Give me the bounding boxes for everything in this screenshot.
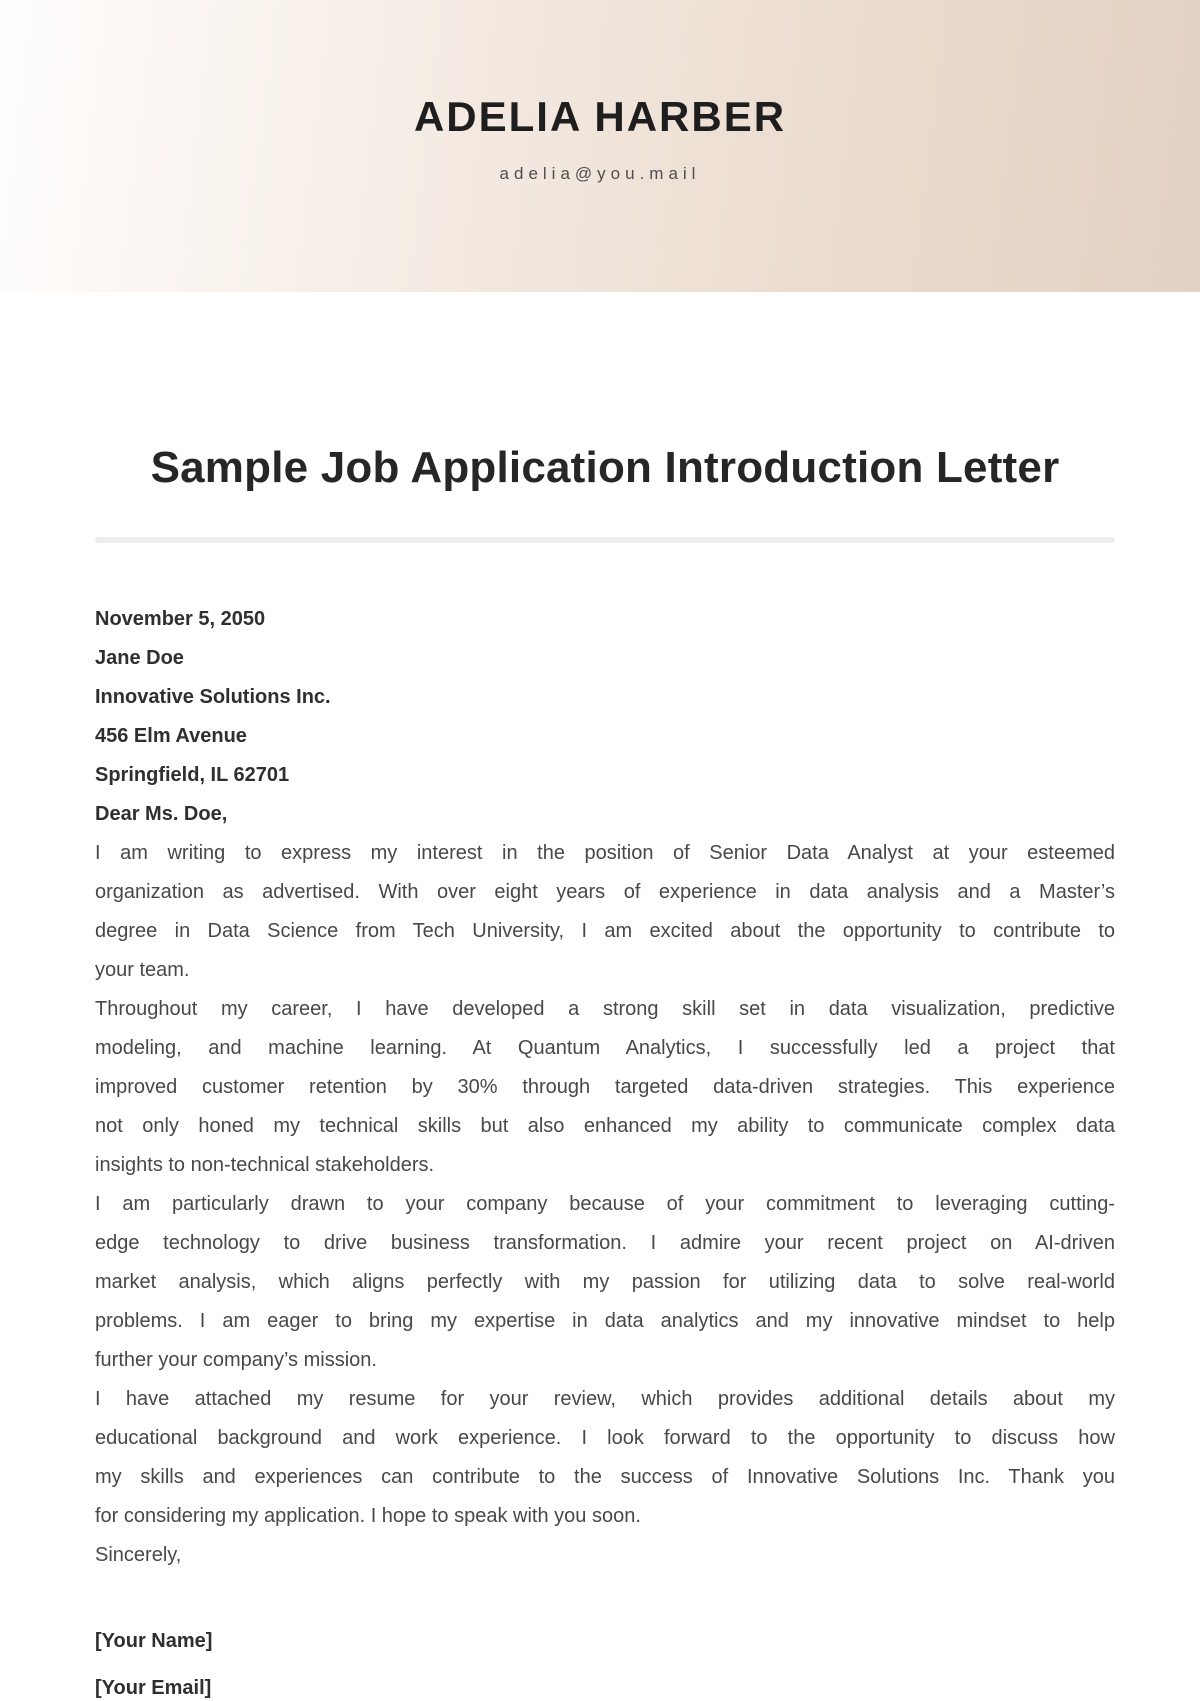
signature-block [95,1622,1115,1701]
letter-body [95,600,1115,1701]
address-line: 456 Elm Avenue [95,725,247,747]
letter-content [0,442,1200,1701]
paragraph-line: I am writing to express my interest in the position of Senior Data Analyst at your esteemed [95,842,1115,864]
address-line: Jane Doe [95,647,184,669]
letterhead [0,0,1200,292]
paragraph-line: improved customer retention by 30% through targeted data-driven strategies. This experience [95,1076,1115,1098]
title-divider [95,537,1115,543]
paragraph-line: modeling, and machine learning. At Quantum Analytics, I successfully led a project that [95,1037,1115,1059]
paragraph-line: my skills and experiences can contribute to the success of Innovative Solutions Inc. Thank you [95,1466,1115,1488]
paragraph-line: market analysis, which aligns perfectly with my passion for utilizing data to solve real-world [95,1271,1115,1293]
address-line: Dear Ms. Doe, [95,803,228,825]
letterhead-email: adelia@you.mail [499,164,701,183]
signature-email-line: [Your Email] [95,1677,212,1699]
letter-paragraphs [95,834,1115,1536]
paragraph-line: insights to non-technical stakeholders. [95,1154,435,1176]
paragraph-line: I am particularly drawn to your company because of your commitment to leveraging cutting- [95,1193,1115,1215]
paragraph-line: further your company’s mission. [95,1349,377,1371]
paragraph-line: Throughout my career, I have developed a strong skill set in data visualization, predictive [95,998,1115,1020]
signature-name-line: [Your Name] [95,1630,213,1652]
document-title: Sample Job Application Introduction Letter [150,443,1060,492]
paragraph-line: organization as advertised. With over eight years of experience in data analysis and a Master’s [95,881,1115,903]
paragraph-line: not only honed my technical skills but also enhanced my ability to communicate complex data [95,1115,1115,1137]
paragraph-line: edge technology to drive business transformation. I admire your recent project on AI-driven [95,1232,1115,1254]
address-line: November 5, 2050 [95,608,266,630]
closing-line: Sincerely, [95,1544,182,1566]
paragraph-line: for considering my application. I hope to speak with you soon. [95,1505,641,1527]
address-line: Springfield, IL 62701 [95,764,290,786]
address-line: Innovative Solutions Inc. [95,686,331,708]
paragraph-line: educational background and work experience. I look forward to the opportunity to discuss how [95,1427,1115,1449]
address-block [95,600,1115,834]
letterhead-name: ADELIA HARBER [413,93,787,140]
paragraph-line: degree in Data Science from Tech University, I am excited about the opportunity to contribute to [95,920,1115,942]
paragraph-line: your team. [95,959,190,981]
paragraph-line: problems. I am eager to bring my expertise in data analytics and my innovative mindset to help [95,1310,1115,1332]
paragraph-line: I have attached my resume for your review, which provides additional details about my [95,1388,1115,1410]
